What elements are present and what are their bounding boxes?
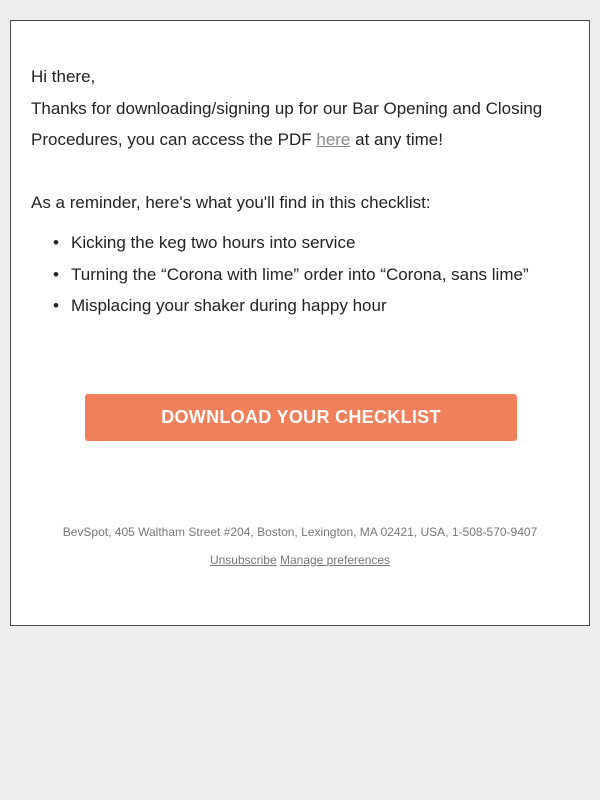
list-item-text: Misplacing your shaker during happy hour [71,296,387,315]
list-item-text: Kicking the keg two hours into service [71,233,356,252]
intro-text-end: at any time! [350,130,443,149]
intro-paragraph [31,93,571,156]
manage-preferences-link[interactable]: Manage preferences [279,553,391,567]
email-body [31,61,571,322]
footer [11,523,589,569]
bullet-icon: • [53,233,59,252]
footer-address: BevSpot, 405 Waltham Street #204, Boston, Lexington, MA 02421, USA, 1-508-570-9407 [62,525,538,539]
download-checklist-button[interactable]: DOWNLOAD YOUR CHECKLIST [85,394,517,441]
list-item [53,259,571,291]
bullet-icon: • [53,296,59,315]
unsubscribe-link[interactable]: Unsubscribe [209,553,277,567]
list-item-text: Turning the “Corona with lime” order into “Corona, sans lime” [71,264,529,284]
email-card [10,20,590,626]
list-item [53,290,571,322]
checklist [31,227,571,322]
bullet-icon: • [53,264,59,284]
intro-text: Thanks for downloading/signing up for our Bar Opening and Closing Procedures, you can access the PDF [31,98,543,149]
reminder-text: As a reminder, here's what you'll find in this checklist: [31,192,431,212]
greeting-text: Hi there, [31,67,96,86]
list-item [53,227,571,259]
footer-links [11,551,589,569]
pdf-link[interactable]: here [316,130,351,149]
